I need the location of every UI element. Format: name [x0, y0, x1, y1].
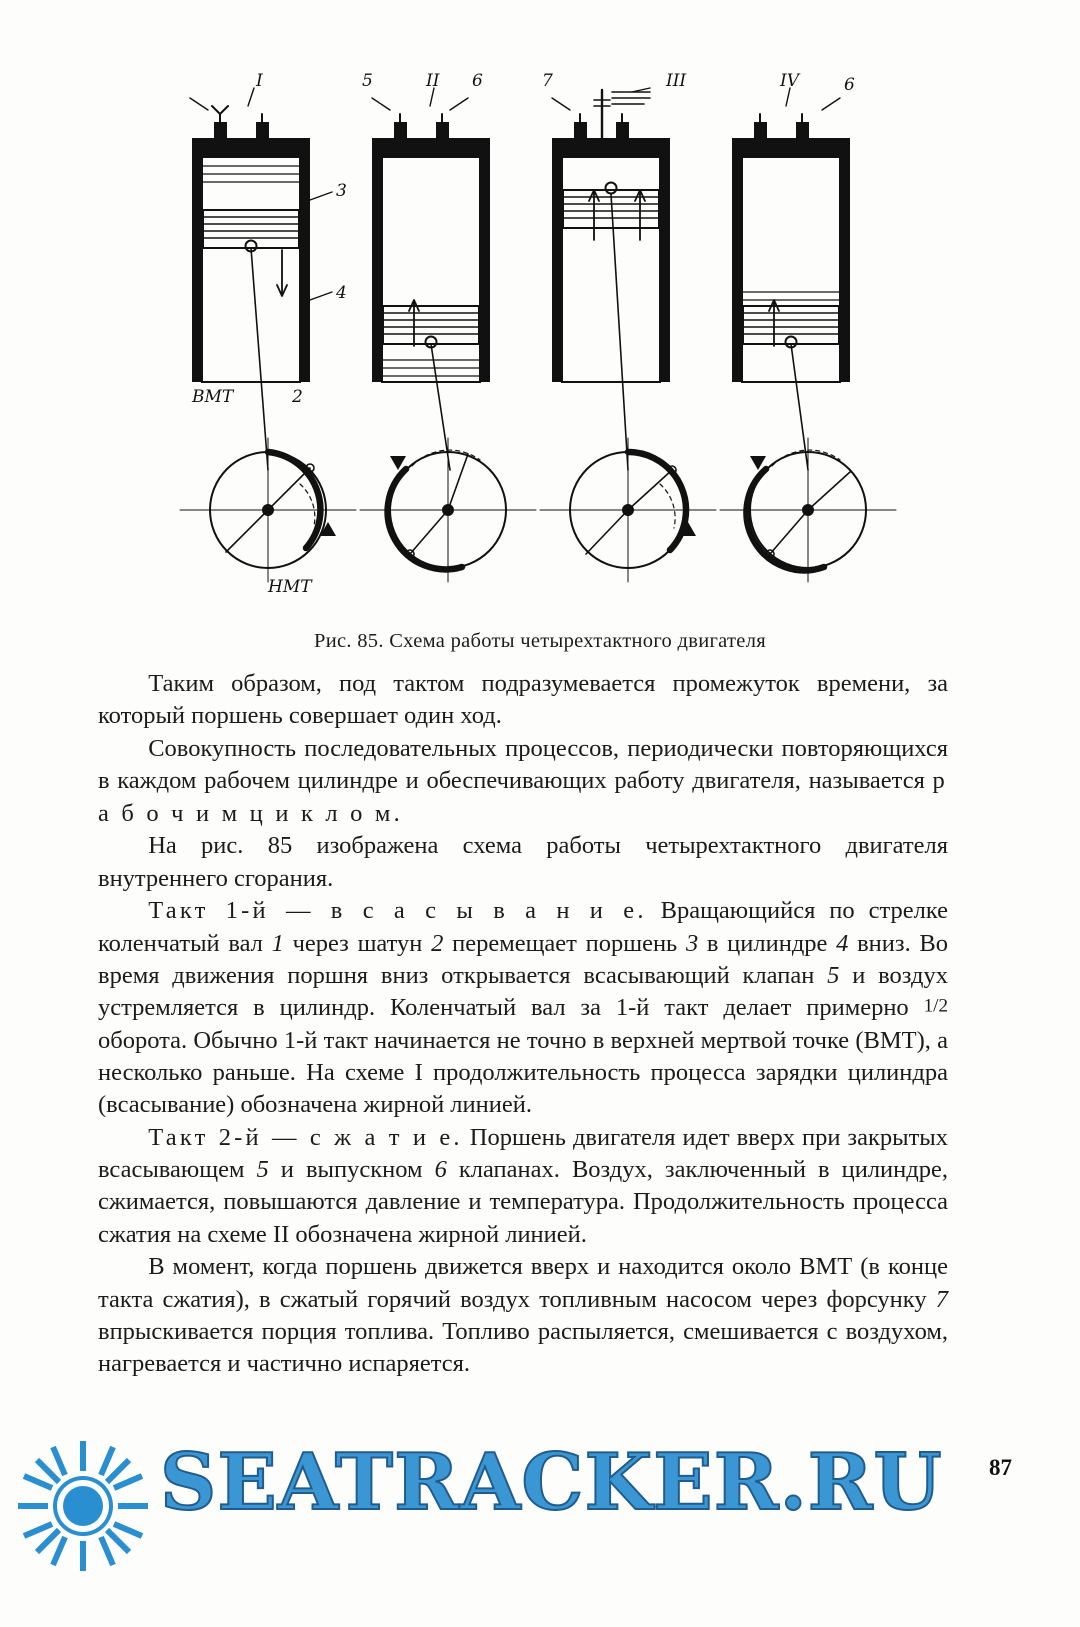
label-stroke-2: II [426, 71, 440, 91]
label-cylinder: 4 [336, 283, 347, 303]
watermark-text: SEATRACKER.RU [160, 1437, 943, 1528]
label-exhaust-valve-2: 6 [844, 75, 855, 95]
crank-diagram-2 [360, 438, 536, 582]
label-stroke-3: III [666, 71, 687, 91]
label-stroke-1: I [256, 71, 263, 91]
cylinder-stroke-4 [732, 88, 850, 470]
crank-diagram-4 [720, 438, 896, 582]
watermark [0, 1425, 1080, 1625]
crank-diagram-3 [540, 438, 716, 582]
article-body [98, 668, 948, 1381]
paragraph-4: Такт 1-й — в с а с ы в а н и е. Вращающийся по стрелке коленчатый вал 1 через шатун 2 перемещает поршень 3 в цилиндре 4 вниз. Во время движения поршня вниз открывается всасывающий клапан 5 и воздух устремляется в цилиндр. Коленчатый вал за 1-й такт делает примерно 1/2 оборота. Обычно 1-й такт начинается не точно в верхней мертвой точке (ВМТ), а несколько раньше. На схеме I продолжительность процесса зарядки цилиндра (всасывание) обозначена жирной линией. [98, 897, 948, 1119]
figure-caption: Рис. 85. Схема работы четырехтактного двигателя [314, 630, 766, 652]
cylinder-stroke-1 [190, 88, 332, 470]
paragraph-6: В момент, когда поршень движется вверх и находится около ВМТ (в конце такта сжатия), в сжатый горячий воздух топливным насосом через форсунку 7 впрыскивается порция топлива. Топливо распыляется, смешивается с воздухом, нагревается и частично испаряется. [98, 1253, 948, 1378]
paragraph-2: Совокупность последовательных процессов, периодически повторяющихся в каждом рабочем цилиндре и обеспечивающих работу двигателя, называется р а б о ч и м ц и к л о м. [98, 735, 948, 827]
label-piston: 3 [336, 181, 347, 201]
cylinder-stroke-3 [552, 88, 670, 470]
label-injector: 7 [542, 71, 553, 91]
cylinder-stroke-2 [372, 88, 490, 470]
label-exhaust-valve: 6 [472, 71, 483, 91]
engine-cycle-svg [150, 70, 940, 630]
fraction-one-half: 1/2 [923, 995, 948, 1017]
paragraph-1: Таким образом, под тактом подразумевается промежуток времени, за который поршень совершает один ход. [98, 670, 948, 730]
sun-logo-icon [8, 1431, 158, 1581]
label-conrod: 2 [292, 387, 303, 407]
page-number: 87 [989, 1455, 1012, 1480]
label-intake-valve: 5 [362, 71, 373, 91]
crank-diagram-1 [180, 438, 356, 582]
figure-engine-cycle-diagram [150, 70, 940, 630]
label-stroke-4: IV [780, 71, 799, 91]
label-bdc: НМТ [268, 577, 312, 597]
label-tdc: ВМТ [192, 387, 234, 407]
paragraph-5: Такт 2-й — с ж а т и е. Поршень двигателя идет вверх при закрытых всасывающем 5 и выпускном 6 клапанах. Воздух, заключенный в цилиндре, сжимается, повышаются давление и температура. Продолжительность процесса сжатия на схеме II обозначена жирной линией. [98, 1123, 949, 1248]
paragraph-3: На рис. 85 изображена схема работы четырехтактного двигателя внутреннего сгорания. [98, 832, 948, 892]
